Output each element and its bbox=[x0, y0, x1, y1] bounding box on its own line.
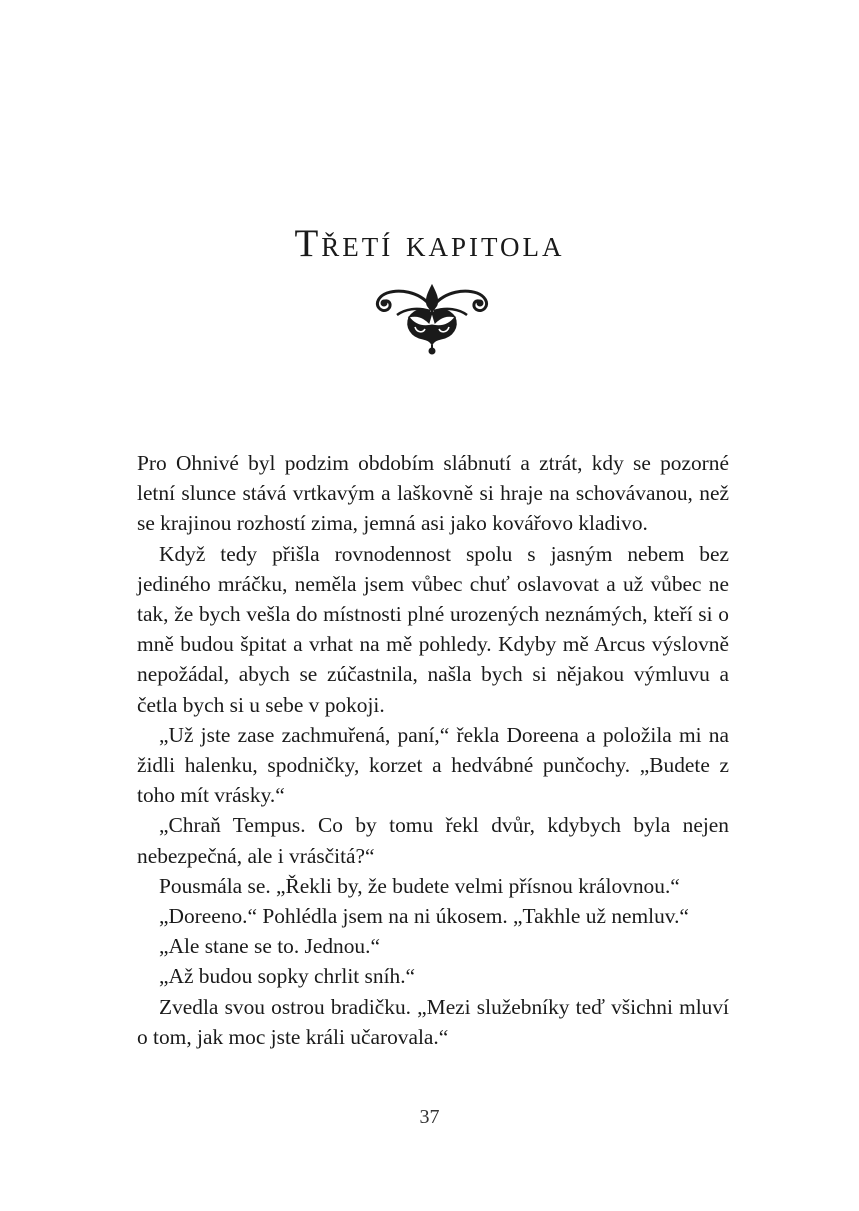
paragraph: Zvedla svou ostrou bradičku. „Mezi služebníky teď všichni mluví o tom, jak moc jste králi učarovala.“ bbox=[137, 994, 729, 1049]
paragraph: Pro Ohnivé byl podzim obdobím slábnutí a ztrát, kdy se pozorné letní slunce stává vrtkavým a laškovně si hraje na schovávanou, než se krajinou rozhostí zima, jemná asi jako kovářovo kladivo. bbox=[137, 451, 729, 536]
paragraph: „Ale stane se to. Jednou.“ bbox=[159, 934, 380, 959]
fleuron-ornament-icon bbox=[373, 283, 491, 355]
paragraph: „Chraň Tempus. Co by tomu řekl dvůr, kdybych byla nejen nebezpečná, ale i vrásčitá?“ bbox=[137, 813, 729, 868]
page-number: 37 bbox=[419, 1106, 440, 1128]
paragraph: Když tedy přišla rovnodennost spolu s jasným nebem bez jediného mráčku, neměla jsem vůbec chuť oslavovat a už vůbec ne tak, že bych vešla do místnosti plné urozených neznámých, kteří si o mně budou špitat a vrhat na mě pohledy. Kdyby mě Arcus výslovně nepožádal, abych se zúčastnila, našla bych si nějakou výmluvu a četla bych si u sebe v pokoji. bbox=[137, 541, 729, 717]
chapter-title: Třetí kapitola bbox=[294, 222, 565, 265]
paragraph: „Už jste zase zachmuřená, paní,“ řekla Doreena a položila mi na židli halenku, spodničky, korzet a hedvábné punčochy. „Budete z toho mít vrásky.“ bbox=[137, 722, 729, 808]
paragraph: „Doreeno.“ Pohlédla jsem na ni úkosem. „Takhle už nemluv.“ bbox=[159, 904, 689, 929]
paragraph: Pousmála se. „Řekli by, že budete velmi přísnou královnou.“ bbox=[159, 873, 680, 898]
body-text bbox=[137, 448, 729, 1052]
paragraph: „Až budou sopky chrlit sníh.“ bbox=[159, 964, 416, 989]
